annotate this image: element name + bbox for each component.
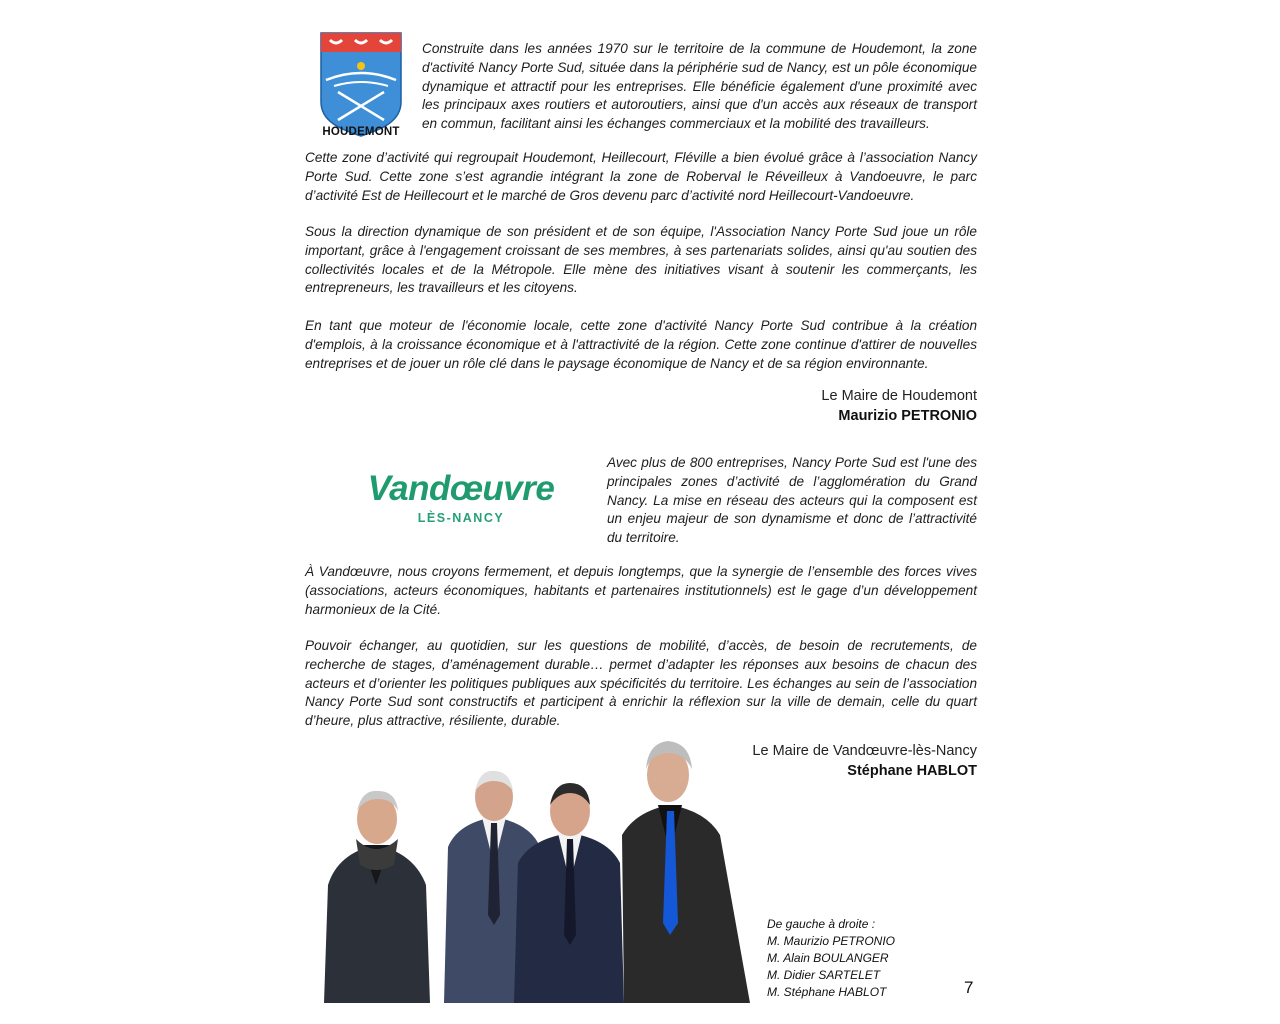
signature-role: Le Maire de Vandœuvre-lès-Nancy <box>752 743 977 759</box>
page-number: 7 <box>964 978 974 997</box>
caption-name: M. Alain BOULANGER <box>767 951 889 965</box>
vandoeuvre-logo-title: Vandœuvre <box>367 469 555 508</box>
houdemont-intro-paragraph: Construite dans les années 1970 sur le territoire de la commune de Houdemont, la zone d'activité Nancy Porte Sud, située dans la périphérie sud de Nancy, est un pôle économique dynamique et attractif pour les entreprises. Elle bénéficie également d'une proximité avec les principaux axes routiers et autoroutiers, ainsi que d'un accès aux réseaux de transport en commun, facilitant ainsi les échanges commerciaux et la mobilité des travailleurs. <box>422 41 977 132</box>
vandoeuvre-signature <box>752 741 977 782</box>
houdemont-signature <box>821 386 977 427</box>
caption-heading: De gauche à droite : <box>767 917 876 931</box>
vandoeuvre-intro-paragraph: Avec plus de 800 entreprises, Nancy Porte Sud est l'une des principales zones d’activité de l’agglomération du Grand Nancy. La mise en réseau des acteurs qui la composent est un enjeu majeur de son dynamisme et donc de l’attractivité du territoire. <box>607 455 977 546</box>
vandoeuvre-logo <box>358 468 564 525</box>
signature-role: Le Maire de Houdemont <box>821 388 977 404</box>
person-3-figure <box>514 783 624 1003</box>
group-photo <box>318 735 758 1003</box>
signature-name: Stéphane HABLOT <box>847 763 977 779</box>
vandoeuvre-synergy-paragraph: À Vandœuvre, nous croyons fermement, et depuis longtemps, que la synergie de l’ensemble des forces vives (associations, acteurs économiques, habitants et partenaires institutionnels) est le gage d’un développement harmonieux de la Cité. <box>305 564 977 617</box>
houdemont-history-paragraph: Cette zone d’activité qui regroupait Houdemont, Heillecourt, Fléville a bien évolué grâce à l’association Nancy Porte Sud. Cette zone s’est agrandie intégrant la zone de Roberval le Réveilleux à Vandoeuvre, le parc d’activité Est de Heillecourt et le marché de Gros devenu parc d’activité nord Heillecourt-Vandoeuvre. <box>305 150 977 203</box>
vandoeuvre-logo-subtitle: LÈS-NANCY <box>417 511 505 525</box>
houdemont-association-paragraph: Sous la direction dynamique de son président et de son équipe, l'Association Nancy Porte Sud joue un rôle important, grâce à l'engagement croissant de ses membres, à ses partenariats solides, ainsi qu'au soutien des collectivités locales et de la Métropole. Elle mène des initiatives visant à soutenir les commerçants, les entrepreneurs, les travailleurs et les citoyens. <box>305 224 977 296</box>
signature-name: Maurizio PETRONIO <box>838 408 977 424</box>
houdemont-crest-label: HOUDEMONT <box>322 126 400 138</box>
caption-name: M. Stéphane HABLOT <box>767 985 887 999</box>
houdemont-economy-paragraph: En tant que moteur de l'économie locale, cette zone d'activité Nancy Porte Sud contribue à la création d'emplois, à la croissance économique et à l'attractivité de la région. Cette zone continue d'attirer de nouvelles entreprises et de jouer un rôle clé dans le paysage économique de Nancy et de sa région environnante. <box>305 318 977 371</box>
person-4-figure <box>622 741 750 1003</box>
caption-name: M. Didier SARTELET <box>767 968 881 982</box>
person-1-figure <box>324 791 430 1003</box>
vandoeuvre-exchange-paragraph: Pouvoir échanger, au quotidien, sur les questions de mobilité, d’accès, de besoin de recrutements, de recherche de stages, d’aménagement durable… permet d’adapter les réponses aux besoins de chacun des acteurs et d’orienter les politiques publiques aux spécificités du territoire. Les échanges au sein de l’association Nancy Porte Sud sont constructifs et participent à enrichir la réflexion sur la ville de demain, celle du quart d’heure, plus attractive, résiliente, durable. <box>305 638 977 729</box>
photo-caption <box>767 916 895 1001</box>
houdemont-crest-icon <box>318 30 404 140</box>
caption-name: M. Maurizio PETRONIO <box>767 934 896 948</box>
